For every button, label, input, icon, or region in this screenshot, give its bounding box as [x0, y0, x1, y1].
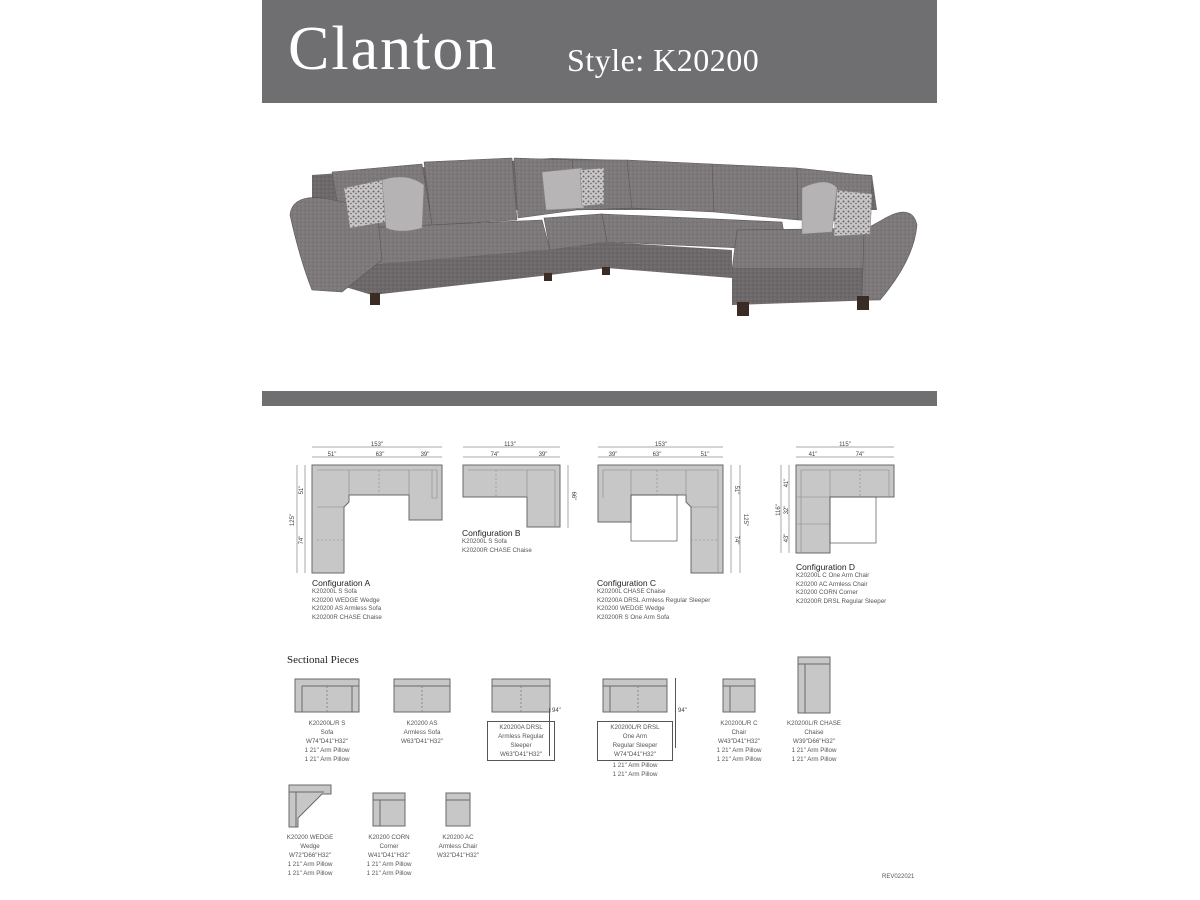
piece-corner [358, 792, 420, 878]
header-banner [262, 0, 937, 103]
configuration-b-diagram [460, 440, 580, 530]
configuration-a-item: K20200R CHASE Chaise [312, 613, 382, 621]
configuration-b-title: Configuration B [462, 528, 521, 538]
piece-chaise [780, 656, 848, 764]
piece-caption: 1 21" Arm Pillow [612, 771, 658, 778]
piece-caption: 1 21" Arm Pillow [612, 762, 658, 769]
piece-caption: 1 21" Arm Pillow [304, 756, 350, 763]
config-b-width: 113" [504, 442, 516, 448]
configuration-c-diagram [595, 440, 755, 576]
chair-icon [722, 678, 756, 714]
piece-caption: Armless Chair [438, 843, 478, 850]
configuration-a [287, 440, 447, 622]
configuration-c [595, 440, 755, 622]
config-d-seg-1: 41" [808, 452, 818, 458]
config-c-depth: 125" [742, 513, 748, 527]
piece-armless-chair [430, 792, 486, 860]
piece-caption: K20200 WEDGE [286, 834, 334, 841]
configuration-c-item: K20200R S One Arm Sofa [597, 613, 670, 621]
configuration-d [776, 440, 905, 606]
piece-caption: K20200L/R CHASE [787, 720, 841, 727]
configuration-b [460, 440, 580, 555]
spec-sheet [262, 0, 937, 900]
piece-one-arm-sleeper [597, 678, 687, 779]
piece-caption: W74"D41"H32" [305, 738, 348, 745]
brand-title: Clanton [288, 15, 499, 83]
configuration-a-title: Configuration A [312, 578, 371, 588]
piece-caption: 1 21" Arm Pillow [791, 747, 837, 754]
piece-chair [708, 678, 770, 764]
config-a-seg-3: 39" [420, 452, 430, 458]
config-a-seg-1: 51" [327, 452, 337, 458]
config-c-seg-2: 63" [652, 452, 662, 458]
chaise-icon [797, 656, 831, 714]
section-divider [262, 391, 937, 406]
configuration-c-title: Configuration C [597, 578, 657, 588]
config-a-depth-bottom: 74" [299, 535, 305, 545]
configuration-a-item: K20200 WEDGE Wedge [312, 596, 380, 604]
config-b-seg-2: 39" [538, 452, 548, 458]
configuration-a-item: K20200 AS Armless Sofa [312, 605, 382, 612]
piece-caption: K20200A DRSL [499, 724, 543, 731]
configuration-c-item: K20200 WEDGE Wedge [597, 605, 665, 612]
config-c-depth-top: 51" [733, 485, 739, 495]
piece-caption: W72"D66"H32" [288, 852, 331, 859]
piece-caption: K20200L/R DRSL [610, 724, 660, 731]
piece-caption: 1 21" Arm Pillow [791, 756, 837, 763]
configuration-d-item: K20200L C One Arm Chair [796, 572, 870, 579]
piece-caption: One Arm [622, 733, 648, 740]
armless-chair-icon [445, 792, 471, 828]
configuration-a-item: K20200L S Sofa [312, 588, 357, 595]
piece-caption: W43"D41"H32" [717, 738, 760, 745]
piece-caption: Chair [731, 729, 747, 736]
sofa-icon [294, 678, 360, 714]
config-d-depth-bottom: 43" [784, 533, 790, 543]
config-b-seg-1: 74" [490, 452, 500, 458]
configuration-c-item: K20200A DRSL Armless Regular Sleeper [597, 596, 711, 604]
config-a-width: 153" [370, 442, 384, 448]
style-number: Style: K20200 [567, 42, 760, 78]
piece-caption: W41"D41"H32" [367, 852, 410, 859]
config-a-depth: 125" [290, 513, 296, 527]
configuration-a-diagram [287, 440, 447, 576]
piece-armless-sleeper [487, 678, 561, 761]
piece-caption: 1 21" Arm Pillow [716, 756, 762, 763]
revision-code: REV022021 [882, 874, 915, 880]
piece-caption: Chaise [804, 729, 824, 736]
config-d-depth-top: 41" [784, 478, 790, 488]
sleeper-extended-depth: 94" [675, 678, 687, 748]
sleeper-extended-box [487, 721, 555, 761]
config-d-depth: 116" [776, 504, 782, 516]
piece-caption: 1 21" Arm Pillow [366, 870, 412, 877]
piece-caption: Corner [379, 843, 399, 850]
sleeper-extended-box [597, 721, 673, 761]
sectional-product-image [282, 150, 922, 350]
config-a-depth-top: 51" [299, 485, 305, 495]
configuration-b-item: K20200R CHASE Chaise [462, 546, 532, 554]
piece-armless-sofa [387, 678, 457, 746]
piece-caption: Wedge [300, 843, 320, 850]
piece-caption: 1 21" Arm Pillow [366, 861, 412, 868]
piece-caption: Regular Sleeper [612, 742, 658, 749]
configuration-d-title: Configuration D [796, 562, 856, 572]
piece-caption: W74"D41"H32" [613, 751, 656, 758]
piece-caption: 1 21" Arm Pillow [304, 747, 350, 754]
config-b-depth: 66" [570, 491, 576, 501]
piece-caption: K20200L/R S [308, 720, 346, 727]
sectional-pieces-heading: Sectional Pieces [287, 654, 359, 666]
configuration-d-diagram [776, 440, 905, 560]
config-c-depth-bottom: 74" [733, 535, 739, 545]
piece-caption: K20200 CORN [368, 834, 410, 841]
piece-caption: Sleeper [510, 742, 532, 749]
piece-sofa [282, 678, 372, 764]
config-c-seg-3: 51" [700, 452, 710, 458]
piece-caption: K20200 AC [442, 834, 474, 841]
piece-caption: Armless Regular [498, 733, 544, 740]
configuration-b-item: K20200L S Sofa [462, 538, 507, 545]
config-a-seg-2: 63" [375, 452, 385, 458]
piece-caption: 1 21" Arm Pillow [716, 747, 762, 754]
piece-wedge [278, 784, 342, 878]
piece-caption: Sofa [320, 729, 334, 736]
piece-caption: 1 21" Arm Pillow [287, 861, 333, 868]
configuration-d-item: K20200 CORN Corner [796, 589, 858, 596]
wedge-icon [288, 784, 332, 828]
config-c-seg-1: 39" [608, 452, 618, 458]
config-d-depth-mid: 32" [784, 505, 790, 515]
configuration-d-item: K20200R DRSL Regular Sleeper [796, 597, 887, 605]
configuration-d-item: K20200 AC Armless Chair [796, 580, 868, 588]
piece-caption: W63"D41"H32" [400, 738, 443, 745]
piece-caption: W63"D41"H32" [499, 751, 542, 758]
config-d-width: 115" [839, 442, 851, 448]
piece-caption: W32"D41"H32" [436, 852, 479, 859]
config-c-width: 153" [654, 442, 668, 448]
armless-sofa-icon [393, 678, 451, 714]
piece-caption: 1 21" Arm Pillow [287, 870, 333, 877]
piece-caption: Armless Sofa [403, 729, 441, 736]
armless-sleeper-icon [491, 678, 551, 714]
corner-icon [372, 792, 406, 828]
configuration-c-item: K20200L CHASE Chaise [597, 588, 666, 595]
sleeper-extended-depth: 94" [549, 708, 561, 756]
one-arm-sleeper-icon [602, 678, 668, 714]
config-d-seg-2: 74" [855, 452, 865, 458]
piece-caption: K20200L/R C [720, 720, 758, 727]
piece-caption: W39"D66"H32" [792, 738, 835, 745]
piece-caption: K20200 AS [406, 720, 438, 727]
